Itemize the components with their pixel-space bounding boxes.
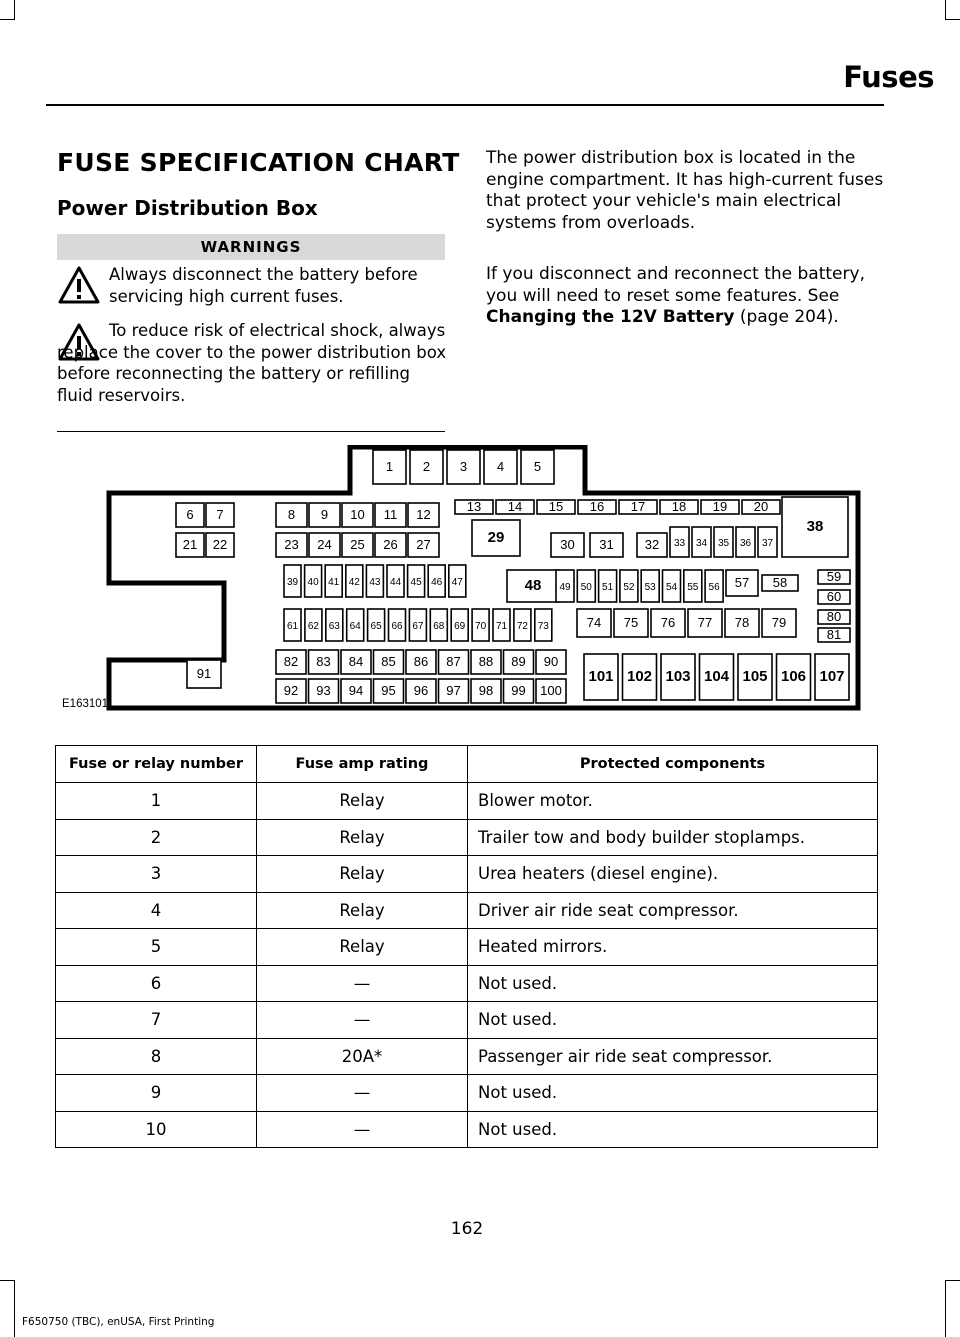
table-row (56, 783, 878, 820)
section-title: FUSE SPECIFICATION CHART (57, 148, 460, 177)
table-row (56, 929, 878, 966)
amp-rating-cell: Relay (257, 856, 468, 893)
fuse-slot-78 (725, 609, 759, 637)
fuse-label: 38 (806, 518, 824, 535)
crop-mark (945, 0, 946, 20)
fuse-slot-52 (620, 570, 638, 602)
amp-rating-cell: — (257, 1111, 468, 1148)
fuse-label: 53 (644, 582, 656, 593)
fuse-slot-35 (714, 527, 733, 557)
fuse-label: 54 (665, 582, 678, 593)
crop-mark (945, 19, 960, 20)
fuse-slot-95 (374, 679, 404, 703)
fuse-number-cell: 5 (56, 929, 257, 966)
fuse-label: 47 (451, 577, 463, 588)
fuse-label: 42 (348, 577, 360, 588)
fuse-label: 91 (196, 666, 212, 681)
fuse-label: 102 (626, 668, 653, 685)
fuse-slot-105 (738, 654, 772, 700)
fuse-slot-34 (692, 527, 711, 557)
components-cell: Heated mirrors. (468, 929, 878, 966)
fuse-label: 31 (599, 537, 614, 552)
fuse-slot-43 (366, 565, 383, 597)
fuse-slot-11 (375, 503, 406, 527)
column-header: Fuse amp rating (257, 746, 468, 783)
fuse-label: 81 (826, 627, 842, 642)
fuse-slot-19 (701, 499, 739, 514)
reset-text: If you disconnect and reconnect the battery, you will need to reset some features. See (486, 264, 865, 306)
figure-id: E163101 (62, 698, 109, 710)
fuse-label: 32 (644, 537, 660, 552)
fuse-label: 26 (383, 537, 398, 552)
fuse-label: 35 (717, 538, 730, 549)
fuse-label: 40 (307, 577, 319, 588)
fuse-label: 85 (381, 654, 396, 669)
fuse-slot-58 (762, 575, 798, 591)
fuse-label: 17 (630, 499, 646, 514)
fuse-slot-7 (206, 503, 234, 527)
fuse-label: 5 (533, 459, 542, 474)
fuse-slot-45 (408, 565, 425, 597)
fuse-label: 65 (370, 621, 382, 632)
fuse-slot-12 (408, 503, 439, 527)
fuse-label: 94 (348, 683, 364, 698)
fuse-slot-104 (700, 654, 734, 700)
fuse-label: 71 (495, 621, 508, 632)
location-paragraph: The power distribution box is located in the engine compartment. It has high-current fuses that protect your vehicle's main electrical systems from overloads. (486, 148, 884, 233)
fuse-label: 77 (697, 615, 713, 630)
fuse-slot-74 (577, 609, 611, 637)
fuse-slot-39 (284, 565, 301, 597)
fuse-slot-66 (389, 609, 406, 641)
fuse-slot-65 (368, 609, 385, 641)
fuse-slot-80 (818, 609, 850, 624)
fuse-slot-106 (777, 654, 811, 700)
amp-rating-cell: Relay (257, 783, 468, 820)
fuse-slot-72 (514, 609, 531, 641)
crop-mark (945, 1280, 960, 1281)
fuse-slot-102 (623, 654, 657, 700)
fuse-slot-21 (176, 533, 204, 557)
fuse-slot-46 (428, 565, 445, 597)
table-row (56, 1038, 878, 1075)
fuse-slot-1 (373, 450, 406, 484)
fuse-slot-42 (346, 565, 363, 597)
fuse-slot-101 (584, 654, 618, 700)
amp-rating-cell: 20A* (257, 1038, 468, 1075)
fuse-label: 56 (708, 582, 720, 593)
fuse-number-cell: 2 (56, 819, 257, 856)
fuse-label: 21 (182, 537, 198, 552)
fuse-label: 83 (316, 654, 331, 669)
warnings-divider (57, 431, 445, 432)
table-row (56, 1075, 878, 1112)
fuse-slot-93 (309, 679, 339, 703)
fuse-label: 11 (383, 507, 398, 522)
fuse-label: 4 (496, 459, 505, 474)
fuse-slot-107 (815, 654, 849, 700)
fuse-label: 22 (212, 537, 228, 552)
fuse-slot-25 (342, 533, 373, 557)
fuse-label: 97 (446, 683, 461, 698)
fuse-label: 19 (712, 499, 728, 514)
fuse-slot-64 (347, 609, 364, 641)
fuse-label: 63 (328, 621, 340, 632)
warning-text-2: To reduce risk of electrical shock, always replace the cover to the power distribution box before reconnecting the battery or refilling fluid reservoirs. (57, 321, 447, 405)
fuse-label: 72 (516, 621, 528, 632)
components-cell: Urea heaters (diesel engine). (468, 856, 878, 893)
fuse-slot-30 (551, 533, 584, 557)
fuse-slot-16 (578, 499, 616, 514)
fuse-slot-24 (309, 533, 340, 557)
fuse-label: 41 (328, 577, 340, 588)
fuse-number-cell: 8 (56, 1038, 257, 1075)
fuse-slot-26 (375, 533, 406, 557)
fuse-label: 10 (350, 507, 365, 522)
crop-mark (14, 0, 15, 20)
fuse-slot-70 (472, 609, 489, 641)
battery-link[interactable]: Changing the 12V Battery (486, 307, 735, 327)
fuse-label: 60 (826, 589, 842, 604)
crop-mark (945, 1280, 946, 1337)
fuse-slot-18 (660, 499, 698, 514)
components-cell: Driver air ride seat compressor. (468, 892, 878, 929)
fuse-label: 9 (320, 507, 329, 522)
table-row (56, 856, 878, 893)
fuse-table (55, 745, 878, 1148)
fuse-slot-62 (305, 609, 322, 641)
amp-rating-cell: — (257, 1075, 468, 1112)
fuse-slot-63 (326, 609, 343, 641)
fuse-label: 90 (543, 654, 559, 669)
fuse-label: 73 (537, 621, 549, 632)
fuse-slot-53 (641, 570, 659, 602)
fuse-slot-76 (651, 609, 685, 637)
fuse-label: 3 (459, 459, 468, 474)
fuse-label: 20 (753, 499, 769, 514)
fuse-label: 67 (412, 621, 424, 632)
warning-triangle-icon (57, 265, 101, 305)
fuse-slot-92 (276, 679, 306, 703)
fuse-slot-69 (451, 609, 468, 641)
fuse-label: 52 (623, 582, 635, 593)
fuse-slot-5 (521, 450, 554, 484)
fuse-label: 57 (734, 575, 750, 590)
fuse-slot-49 (556, 570, 574, 602)
fuse-slot-51 (599, 570, 617, 602)
fuse-slot-83 (309, 650, 339, 674)
page-title: Fuses (843, 60, 934, 94)
column-header: Fuse or relay number (56, 746, 257, 783)
fuse-label: 95 (381, 683, 396, 698)
fuse-slot-96 (406, 679, 436, 703)
fuse-label: 105 (742, 668, 768, 685)
fuse-label: 6 (186, 507, 194, 522)
fuse-label: 88 (478, 654, 494, 669)
components-cell: Not used. (468, 1111, 878, 1148)
fuse-label: 87 (446, 654, 461, 669)
amp-rating-cell: Relay (257, 929, 468, 966)
fuse-label: 92 (283, 683, 299, 698)
crop-mark (0, 19, 15, 20)
fuse-label: 98 (478, 683, 494, 698)
fuse-slot-77 (688, 609, 722, 637)
table-row (56, 1002, 878, 1039)
components-cell: Not used. (468, 1002, 878, 1039)
fuse-slot-97 (439, 679, 469, 703)
fuse-number-cell: 1 (56, 783, 257, 820)
table-row (56, 1111, 878, 1148)
title-divider (46, 104, 884, 106)
fuse-label: 80 (826, 609, 842, 624)
fuse-slot-88 (471, 650, 501, 674)
components-cell: Trailer tow and body builder stoplamps. (468, 819, 878, 856)
fuse-label: 93 (316, 683, 331, 698)
fuse-slot-20 (742, 499, 780, 514)
fuse-slot-2 (410, 450, 443, 484)
fuse-slot-85 (374, 650, 404, 674)
components-cell: Blower motor. (468, 783, 878, 820)
fuse-label: 45 (410, 577, 422, 588)
fuse-slot-87 (439, 650, 469, 674)
fuse-slot-44 (387, 565, 404, 597)
fuse-label: 23 (284, 537, 299, 552)
fuse-slot-9 (309, 503, 340, 527)
fuse-label: 99 (511, 683, 526, 698)
fuse-label: 64 (349, 621, 361, 632)
fuse-label: 33 (673, 538, 686, 549)
page-reference: (page 204). (739, 307, 839, 327)
fuse-label: 24 (317, 537, 332, 552)
fuse-slot-13 (455, 499, 493, 514)
column-header: Protected components (468, 746, 878, 783)
fuse-label: 34 (695, 538, 708, 549)
fuse-label: 36 (739, 538, 752, 549)
fuse-slot-100 (536, 679, 566, 703)
fuse-slot-57 (726, 570, 758, 596)
fuse-label: 30 (560, 537, 575, 552)
fuse-label: 14 (507, 499, 523, 514)
fuse-label: 62 (307, 621, 319, 632)
fuse-label: 79 (771, 615, 787, 630)
table-header-row (56, 746, 878, 783)
fuse-label: 7 (216, 507, 224, 522)
fuse-label: 16 (589, 499, 605, 514)
fuse-slot-37 (758, 527, 777, 557)
footer-text: F650750 (TBC), enUSA, First Printing (22, 1316, 215, 1328)
fuse-slot-22 (206, 533, 234, 557)
fuse-label: 82 (283, 654, 299, 669)
fuse-slot-40 (305, 565, 322, 597)
fuse-label: 100 (540, 683, 562, 698)
fuse-slot-8 (276, 503, 307, 527)
fuse-label: 78 (734, 615, 750, 630)
fuse-label: 15 (548, 499, 564, 514)
fuse-slot-50 (577, 570, 595, 602)
reset-paragraph (486, 264, 886, 329)
fuse-label: 43 (369, 577, 381, 588)
fuse-label: 48 (524, 577, 542, 594)
fuse-slot-81 (818, 627, 850, 642)
fuse-number-cell: 7 (56, 1002, 257, 1039)
fuse-slot-29 (472, 520, 520, 556)
fuse-label: 58 (772, 575, 788, 590)
fuse-label: 86 (413, 654, 429, 669)
fuse-label: 37 (761, 538, 774, 549)
fuse-slot-71 (493, 609, 510, 641)
fuse-slot-61 (284, 609, 301, 641)
fuse-slot-73 (535, 609, 552, 641)
warnings-heading: WARNINGS (57, 234, 445, 260)
fuse-label: 96 (413, 683, 429, 698)
fuse-label: 8 (287, 507, 296, 522)
fuse-label: 29 (487, 529, 505, 546)
fuse-label: 1 (385, 459, 394, 474)
amp-rating-cell: Relay (257, 892, 468, 929)
fuse-slot-99 (504, 679, 534, 703)
fuse-slot-90 (536, 650, 566, 674)
fuse-number-cell: 9 (56, 1075, 257, 1112)
components-cell: Not used. (468, 1075, 878, 1112)
fuse-label: 49 (559, 582, 571, 593)
fuse-label: 61 (286, 621, 299, 632)
fuse-slot-10 (342, 503, 373, 527)
amp-rating-cell: — (257, 1002, 468, 1039)
fuse-slot-14 (496, 499, 534, 514)
table-row (56, 819, 878, 856)
fuse-label: 66 (391, 621, 403, 632)
fuse-slot-6 (176, 503, 204, 527)
fuse-label: 12 (416, 507, 431, 522)
fuse-label: 18 (671, 499, 687, 514)
crop-mark (14, 1280, 15, 1337)
fuse-number-cell: 6 (56, 965, 257, 1002)
fuse-number-cell: 4 (56, 892, 257, 929)
fuse-number-cell: 3 (56, 856, 257, 893)
fuse-label: 25 (350, 537, 365, 552)
fuse-label: 59 (826, 569, 842, 584)
crop-mark (0, 1280, 15, 1281)
fuse-label: 89 (511, 654, 526, 669)
fuse-label: 50 (580, 582, 592, 593)
fuse-label: 68 (433, 621, 445, 632)
fuse-label: 69 (454, 621, 466, 632)
fuse-slot-33 (670, 527, 689, 557)
fuse-slot-60 (818, 589, 850, 604)
fuse-slot-31 (590, 533, 623, 557)
fuse-label: 106 (780, 668, 807, 685)
fuse-slot-32 (637, 533, 667, 557)
fuse-label: 104 (703, 668, 730, 685)
table-row (56, 892, 878, 929)
fuse-slot-89 (504, 650, 534, 674)
fuse-slot-82 (276, 650, 306, 674)
fuse-label: 13 (466, 499, 482, 514)
fuse-slot-79 (762, 609, 796, 637)
fuse-slot-38 (782, 497, 848, 557)
warning-text-1: Always disconnect the battery before servicing high current fuses. (109, 265, 418, 306)
fuse-box-diagram (0, 445, 960, 715)
fuse-slot-86 (406, 650, 436, 674)
fuse-label: 84 (348, 654, 364, 669)
fuse-label: 2 (422, 459, 431, 474)
fuse-slot-94 (341, 679, 371, 703)
fuse-label: 107 (819, 668, 845, 685)
fuse-label: 51 (602, 582, 614, 593)
fuse-slot-27 (408, 533, 439, 557)
fuse-slot-98 (471, 679, 501, 703)
fuse-label: 76 (660, 615, 676, 630)
fuse-slot-67 (409, 609, 426, 641)
amp-rating-cell: — (257, 965, 468, 1002)
fuse-label: 55 (687, 582, 699, 593)
fuse-label: 75 (623, 615, 639, 630)
fuse-slot-3 (447, 450, 480, 484)
fuse-slot-15 (537, 499, 575, 514)
fuse-slot-56 (705, 570, 723, 602)
fuse-label: 27 (416, 537, 431, 552)
fuse-label: 46 (431, 577, 443, 588)
page-number: 162 (450, 1219, 484, 1239)
fuse-slot-41 (325, 565, 342, 597)
fuse-slot-36 (736, 527, 755, 557)
fuse-label: 101 (588, 668, 614, 685)
fuse-label: 103 (665, 668, 691, 685)
subsection-title: Power Distribution Box (57, 196, 318, 220)
fuse-slot-54 (663, 570, 681, 602)
components-cell: Not used. (468, 965, 878, 1002)
fuse-slot-59 (818, 569, 850, 584)
fuse-slot-84 (341, 650, 371, 674)
fuse-slot-48 (507, 570, 559, 602)
table-row (56, 965, 878, 1002)
fuse-slot-68 (430, 609, 447, 641)
fuse-slot-23 (276, 533, 307, 557)
components-cell: Passenger air ride seat compressor. (468, 1038, 878, 1075)
fuse-label: 44 (389, 577, 402, 588)
fuse-slot-91 (187, 660, 221, 688)
fuse-slot-103 (661, 654, 695, 700)
fuse-label: 74 (586, 615, 602, 630)
fuse-slot-17 (619, 499, 657, 514)
amp-rating-cell: Relay (257, 819, 468, 856)
fuse-slot-4 (484, 450, 517, 484)
fuse-label: 70 (475, 621, 487, 632)
fuse-number-cell: 10 (56, 1111, 257, 1148)
fuse-slot-47 (449, 565, 466, 597)
fuse-slot-75 (614, 609, 648, 637)
fuse-label: 39 (286, 577, 299, 588)
fuse-slot-55 (684, 570, 702, 602)
